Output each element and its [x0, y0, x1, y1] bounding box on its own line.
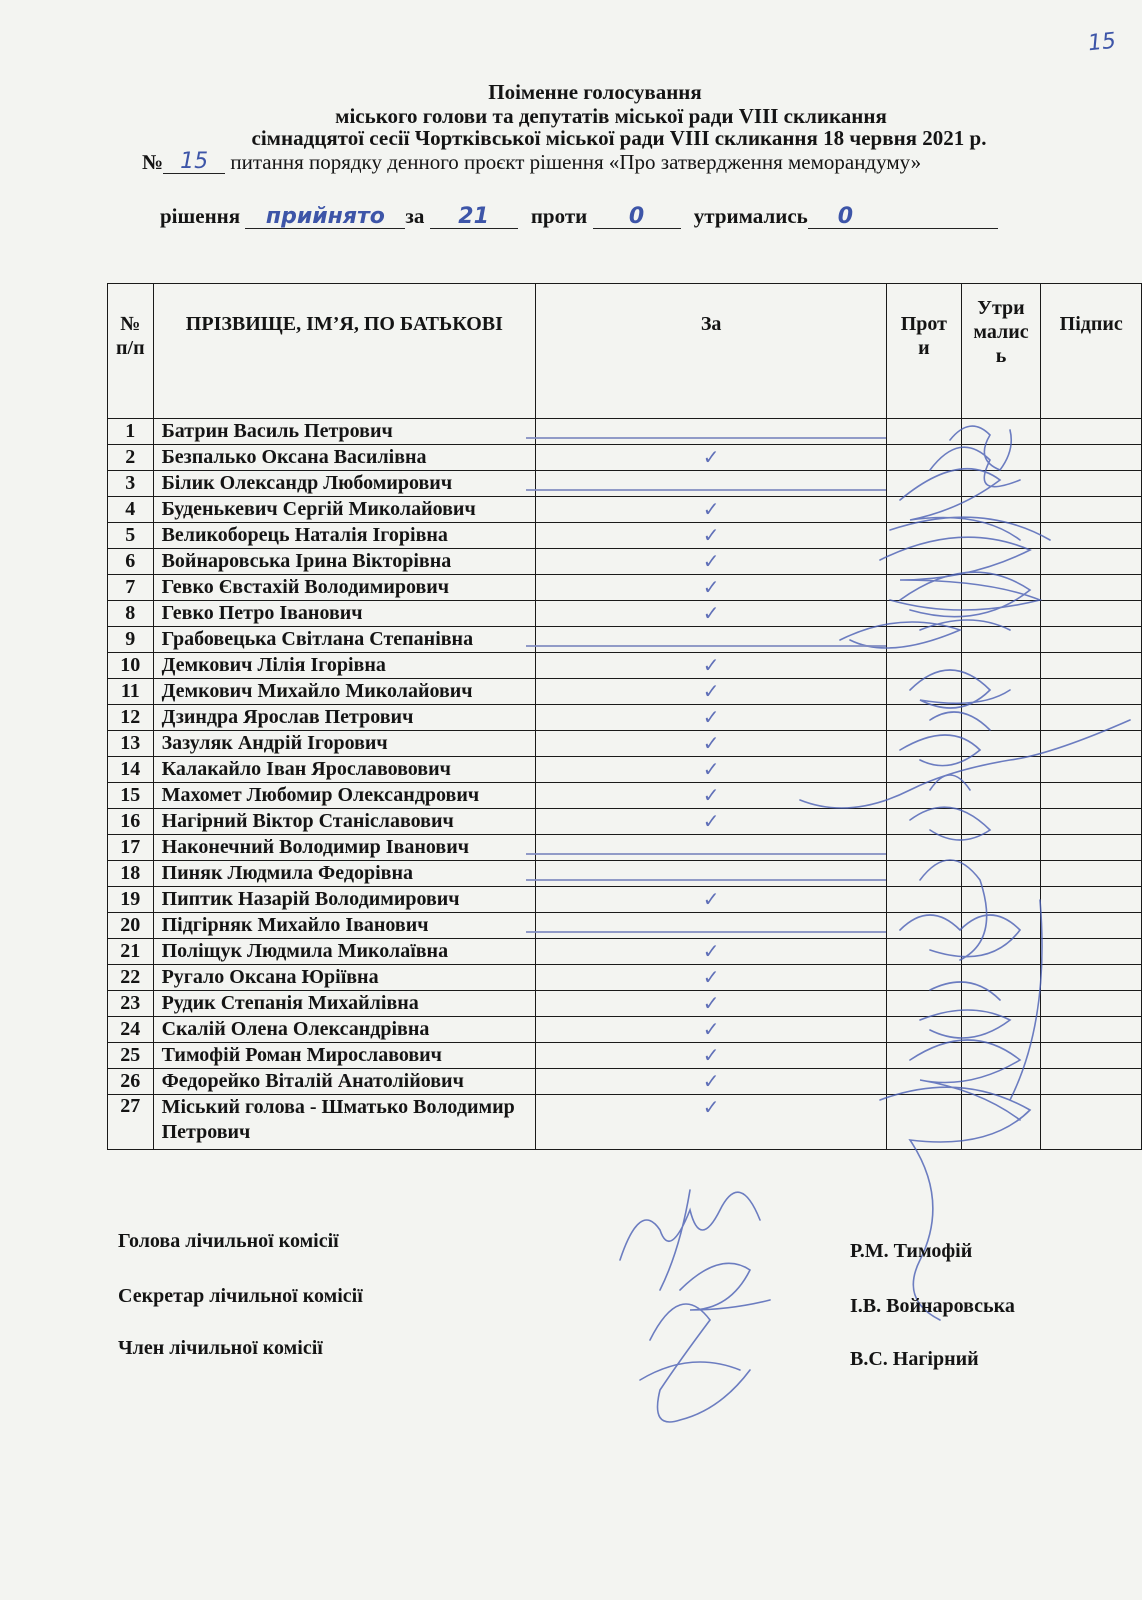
row-number: 19	[108, 887, 154, 913]
row-number: 10	[108, 653, 154, 679]
abstain-field	[808, 206, 998, 229]
deputy-name: Демкович Лілія Ігорівна	[153, 653, 536, 679]
vote-against-cell	[887, 419, 961, 445]
deputy-name: Буденькевич Сергій Миколайович	[153, 497, 536, 523]
table-row	[108, 705, 1142, 731]
vote-for-cell	[536, 1043, 887, 1069]
deputy-name: Поліщук Людмила Миколаївна	[153, 939, 536, 965]
vote-against-cell	[887, 757, 961, 783]
vote-for-cell	[536, 991, 887, 1017]
absent-strike-line	[526, 645, 886, 647]
against-value: 0	[628, 204, 645, 229]
row-number: 5	[108, 523, 154, 549]
vote-for-cell	[536, 809, 887, 835]
title-line-3: сімнадцятої сесії Чортківської міської ради VIII скликання 18 червня 2021 р.	[251, 126, 987, 150]
vote-against-cell	[887, 653, 961, 679]
check-mark-icon: ✓	[702, 679, 720, 703]
row-number: 9	[108, 627, 154, 653]
agenda-item-text: питання порядку денного проєкт рішення «Про затвердження меморандуму»	[225, 150, 922, 174]
check-mark-icon: ✓	[702, 653, 720, 677]
deputy-name: Скалій Олена Олександрівна	[153, 1017, 536, 1043]
vote-abstain-cell	[961, 757, 1041, 783]
for-value: 21	[458, 204, 489, 229]
deputy-name: Міський голова - Шматько Володимир Петрович	[153, 1095, 536, 1150]
row-number: 26	[108, 1069, 154, 1095]
vote-abstain-cell	[961, 445, 1041, 471]
row-number: 11	[108, 679, 154, 705]
vote-for-cell	[536, 445, 887, 471]
row-number: 18	[108, 861, 154, 887]
page-number: 15	[1086, 28, 1118, 57]
vote-against-cell	[887, 731, 961, 757]
table-row	[108, 913, 1142, 939]
vote-for-cell	[536, 1069, 887, 1095]
check-mark-icon: ✓	[702, 965, 720, 989]
vote-abstain-cell	[961, 809, 1041, 835]
deputy-name: Пиняк Людмила Федорівна	[153, 861, 536, 887]
column-header-signature: Підпис	[1041, 284, 1142, 419]
column-header-against: Прот и	[887, 284, 961, 419]
vote-abstain-cell	[961, 575, 1041, 601]
vote-abstain-cell	[961, 653, 1041, 679]
vote-against-cell	[887, 549, 961, 575]
check-mark-icon: ✓	[702, 991, 720, 1015]
vote-against-cell	[887, 939, 961, 965]
row-number: 15	[108, 783, 154, 809]
row-number: 6	[108, 549, 154, 575]
row-number: 20	[108, 913, 154, 939]
vote-abstain-cell	[961, 861, 1041, 887]
vote-for-cell	[536, 1095, 887, 1150]
vote-for-cell	[536, 705, 887, 731]
table-row	[108, 835, 1142, 861]
row-number: 13	[108, 731, 154, 757]
signature-cell	[1041, 601, 1142, 627]
vote-against-cell	[887, 523, 961, 549]
vote-for-cell	[536, 549, 887, 575]
deputy-name: Ругало Оксана Юріївна	[153, 965, 536, 991]
for-label: за	[405, 204, 425, 228]
check-mark-icon: ✓	[702, 1095, 720, 1119]
vote-against-cell	[887, 835, 961, 861]
for-field	[430, 206, 518, 229]
vote-for-cell	[536, 419, 887, 445]
table-row	[108, 783, 1142, 809]
signature-cell	[1041, 913, 1142, 939]
signature-cell	[1041, 1069, 1142, 1095]
vote-against-cell	[887, 471, 961, 497]
decision-field	[245, 206, 405, 229]
deputy-name: Рудик Степанія Михайлівна	[153, 991, 536, 1017]
signature-cell	[1041, 549, 1142, 575]
table-row	[108, 809, 1142, 835]
vote-for-cell	[536, 523, 887, 549]
vote-for-cell	[536, 939, 887, 965]
signature-cell	[1041, 653, 1142, 679]
deputy-name: Безпалько Оксана Василівна	[153, 445, 536, 471]
vote-abstain-cell	[961, 991, 1041, 1017]
secretary-name: І.В. Войнаровська	[850, 1295, 1015, 1317]
agenda-item-number: 15	[180, 149, 209, 174]
check-mark-icon: ✓	[702, 1069, 720, 1093]
abstain-value: 0	[837, 204, 854, 229]
vote-for-cell	[536, 471, 887, 497]
deputy-name: Гевко Євстахій Володимирович	[153, 575, 536, 601]
column-header-name: ПРІЗВИЩЕ, ІМ’Я, ПО БАТЬКОВІ	[153, 284, 536, 419]
secretary-label: Секретар лічильної комісії	[118, 1285, 363, 1307]
chair-name: Р.М. Тимофій	[850, 1240, 973, 1262]
deputy-name: Пиптик Назарій Володимирович	[153, 887, 536, 913]
absent-strike-line	[526, 931, 886, 933]
roll-call-table	[107, 283, 1142, 1150]
row-number: 27	[108, 1095, 154, 1150]
table-row	[108, 757, 1142, 783]
table-body	[108, 419, 1142, 1150]
row-number: 3	[108, 471, 154, 497]
vote-against-cell	[887, 1017, 961, 1043]
signature-cell	[1041, 887, 1142, 913]
absent-strike-line	[526, 879, 886, 881]
signature-cell	[1041, 809, 1142, 835]
deputy-name: Грабовецька Світлана Степанівна	[153, 627, 536, 653]
signature-cell	[1041, 965, 1142, 991]
vote-for-cell	[536, 913, 887, 939]
vote-for-cell	[536, 861, 887, 887]
table-row	[108, 627, 1142, 653]
signature-cell	[1041, 445, 1142, 471]
table-row	[108, 679, 1142, 705]
vote-against-cell	[887, 783, 961, 809]
vote-abstain-cell	[961, 965, 1041, 991]
signature-cell	[1041, 731, 1142, 757]
vote-abstain-cell	[961, 1043, 1041, 1069]
vote-abstain-cell	[961, 679, 1041, 705]
deputy-name: Демкович Михайло Миколайович	[153, 679, 536, 705]
vote-against-cell	[887, 809, 961, 835]
vote-abstain-cell	[961, 419, 1041, 445]
vote-against-cell	[887, 575, 961, 601]
vote-abstain-cell	[961, 783, 1041, 809]
vote-against-cell	[887, 627, 961, 653]
check-mark-icon: ✓	[702, 731, 720, 755]
vote-abstain-cell	[961, 523, 1041, 549]
vote-abstain-cell	[961, 601, 1041, 627]
signature-cell	[1041, 419, 1142, 445]
table-row	[108, 601, 1142, 627]
table-header-row	[108, 284, 1142, 419]
title-line-1: Поіменне голосування	[488, 80, 702, 104]
table-row	[108, 939, 1142, 965]
vote-against-cell	[887, 887, 961, 913]
table-row	[108, 861, 1142, 887]
table-row	[108, 523, 1142, 549]
vote-against-cell	[887, 445, 961, 471]
check-mark-icon: ✓	[702, 757, 720, 781]
signature-cell	[1041, 835, 1142, 861]
deputy-name: Підгірняк Михайло Іванович	[153, 913, 536, 939]
check-mark-icon: ✓	[702, 445, 720, 469]
deputy-name: Махомет Любомир Олександрович	[153, 783, 536, 809]
vote-abstain-cell	[961, 497, 1041, 523]
signature-cell	[1041, 627, 1142, 653]
table-row	[108, 1069, 1142, 1095]
title-line-2: міського голови та депутатів міської ради VIII скликання	[335, 104, 887, 128]
row-number: 16	[108, 809, 154, 835]
against-field	[593, 206, 681, 229]
table-row	[108, 445, 1142, 471]
table-row	[108, 1017, 1142, 1043]
check-mark-icon: ✓	[702, 887, 720, 911]
vote-against-cell	[887, 497, 961, 523]
absent-strike-line	[526, 437, 886, 439]
deputy-name: Батрин Василь Петрович	[153, 419, 536, 445]
check-mark-icon: ✓	[702, 809, 720, 833]
deputy-name: Нагірний Віктор Станіславович	[153, 809, 536, 835]
vote-against-cell	[887, 965, 961, 991]
vote-for-cell	[536, 965, 887, 991]
row-number: 2	[108, 445, 154, 471]
table-row	[108, 575, 1142, 601]
check-mark-icon: ✓	[702, 523, 720, 547]
vote-abstain-cell	[961, 913, 1041, 939]
table-row	[108, 497, 1142, 523]
chair-label: Голова лічильної комісії	[118, 1230, 339, 1252]
vote-for-cell	[536, 679, 887, 705]
signature-cell	[1041, 523, 1142, 549]
table-row	[108, 1095, 1142, 1150]
check-mark-icon: ✓	[702, 705, 720, 729]
row-number: 25	[108, 1043, 154, 1069]
against-label: проти	[530, 204, 588, 228]
vote-against-cell	[887, 705, 961, 731]
row-number: 23	[108, 991, 154, 1017]
deputy-name: Тимофій Роман Мирославович	[153, 1043, 536, 1069]
vote-against-cell	[887, 861, 961, 887]
vote-for-cell	[536, 731, 887, 757]
check-mark-icon: ✓	[702, 601, 720, 625]
check-mark-icon: ✓	[702, 575, 720, 599]
decision-label: рішення	[160, 204, 241, 228]
table-row	[108, 965, 1142, 991]
row-number: 7	[108, 575, 154, 601]
vote-for-cell	[536, 653, 887, 679]
table-row	[108, 471, 1142, 497]
abstain-label: утримались	[693, 204, 808, 228]
signature-cell	[1041, 575, 1142, 601]
vote-abstain-cell	[961, 705, 1041, 731]
vote-for-cell	[536, 835, 887, 861]
row-number: 1	[108, 419, 154, 445]
agenda-item-number-field	[163, 151, 225, 174]
vote-abstain-cell	[961, 471, 1041, 497]
vote-for-cell	[536, 1017, 887, 1043]
deputy-name: Калакайло Іван Ярославовович	[153, 757, 536, 783]
signature-cell	[1041, 939, 1142, 965]
decision-value: прийнято	[265, 204, 385, 229]
vote-abstain-cell	[961, 549, 1041, 575]
row-number: 4	[108, 497, 154, 523]
vote-abstain-cell	[961, 835, 1041, 861]
row-number: 14	[108, 757, 154, 783]
check-mark-icon: ✓	[702, 1017, 720, 1041]
vote-against-cell	[887, 679, 961, 705]
deputy-name: Войнаровська Ірина Вікторівна	[153, 549, 536, 575]
vote-against-cell	[887, 991, 961, 1017]
table-row	[108, 1043, 1142, 1069]
vote-for-cell	[536, 783, 887, 809]
table-row	[108, 887, 1142, 913]
signature-cell	[1041, 679, 1142, 705]
column-header-number: № п/п	[108, 284, 154, 419]
row-number: 22	[108, 965, 154, 991]
vote-for-cell	[536, 757, 887, 783]
vote-for-cell	[536, 575, 887, 601]
row-number: 24	[108, 1017, 154, 1043]
deputy-name: Гевко Петро Іванович	[153, 601, 536, 627]
vote-abstain-cell	[961, 1095, 1041, 1150]
signature-cell	[1041, 497, 1142, 523]
vote-abstain-cell	[961, 1069, 1041, 1095]
vote-against-cell	[887, 1043, 961, 1069]
check-mark-icon: ✓	[702, 497, 720, 521]
column-header-abstain: Утри малис ь	[961, 284, 1041, 419]
vote-for-cell	[536, 627, 887, 653]
signature-cell	[1041, 705, 1142, 731]
vote-abstain-cell	[961, 731, 1041, 757]
signature-cell	[1041, 1095, 1142, 1150]
deputy-name: Федорейко Віталій Анатолійович	[153, 1069, 536, 1095]
signature-cell	[1041, 757, 1142, 783]
vote-for-cell	[536, 887, 887, 913]
table-row	[108, 549, 1142, 575]
table-row	[108, 653, 1142, 679]
deputy-name: Білик Олександр Любомирович	[153, 471, 536, 497]
table-row	[108, 419, 1142, 445]
member-name: В.С. Нагірний	[850, 1348, 979, 1370]
deputy-name: Дзиндра Ярослав Петрович	[153, 705, 536, 731]
member-label: Член лічильної комісії	[118, 1337, 323, 1359]
vote-summary	[160, 204, 998, 229]
absent-strike-line	[526, 853, 886, 855]
deputy-name: Наконечний Володимир Іванович	[153, 835, 536, 861]
row-number: 21	[108, 939, 154, 965]
signature-cell	[1041, 1043, 1142, 1069]
vote-abstain-cell	[961, 1017, 1041, 1043]
vote-against-cell	[887, 1095, 961, 1150]
agenda-item-line	[142, 150, 921, 174]
check-mark-icon: ✓	[702, 1043, 720, 1067]
table-row	[108, 731, 1142, 757]
absent-strike-line	[526, 489, 886, 491]
check-mark-icon: ✓	[702, 939, 720, 963]
check-mark-icon: ✓	[702, 783, 720, 807]
vote-against-cell	[887, 913, 961, 939]
deputy-name: Великоборець Наталія Ігорівна	[153, 523, 536, 549]
vote-for-cell	[536, 601, 887, 627]
vote-for-cell	[536, 497, 887, 523]
signature-cell	[1041, 991, 1142, 1017]
column-header-for: За	[536, 284, 887, 419]
deputy-name: Зазуляк Андрій Ігорович	[153, 731, 536, 757]
vote-against-cell	[887, 601, 961, 627]
signature-cell	[1041, 861, 1142, 887]
vote-abstain-cell	[961, 627, 1041, 653]
table-row	[108, 991, 1142, 1017]
signature-cell	[1041, 471, 1142, 497]
signature-cell	[1041, 1017, 1142, 1043]
signature-cell	[1041, 783, 1142, 809]
row-number: 12	[108, 705, 154, 731]
vote-abstain-cell	[961, 939, 1041, 965]
number-sign: №	[142, 150, 164, 174]
row-number: 17	[108, 835, 154, 861]
vote-against-cell	[887, 1069, 961, 1095]
row-number: 8	[108, 601, 154, 627]
vote-abstain-cell	[961, 887, 1041, 913]
check-mark-icon: ✓	[702, 549, 720, 573]
